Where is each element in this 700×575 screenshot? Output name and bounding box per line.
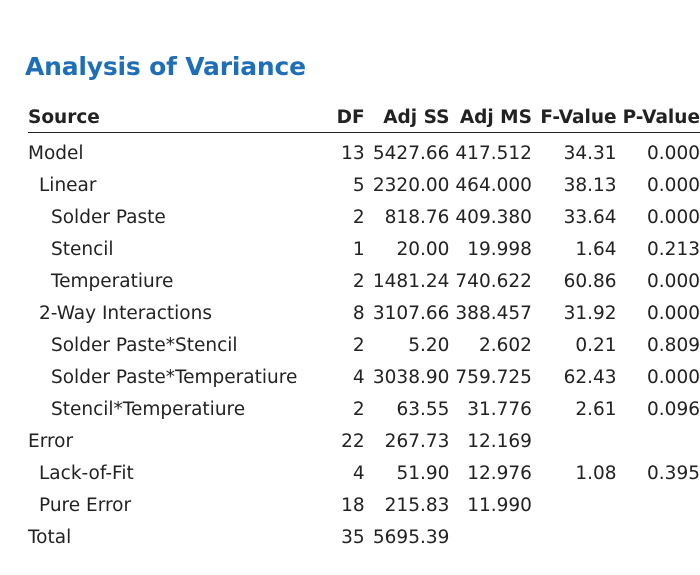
cell-p-value: 0.000 (647, 366, 700, 388)
cell-adj-ss: 20.00 (396, 238, 450, 260)
cell-f-value: 34.31 (563, 142, 617, 164)
cell-f-value: 33.64 (563, 206, 617, 228)
cell-p-value: 0.809 (647, 334, 700, 356)
cell-adj-ms: 759.725 (455, 366, 532, 388)
cell-source: Stencil*Temperatiure (51, 398, 246, 420)
cell-adj-ms: 464.000 (455, 174, 532, 196)
table-row (28, 361, 700, 393)
cell-df: 8 (352, 302, 365, 324)
cell-adj-ss: 5.20 (408, 334, 450, 356)
cell-adj-ms: 11.990 (467, 494, 532, 516)
page-title: Analysis of Variance (25, 52, 306, 81)
cell-df: 1 (352, 238, 365, 260)
column-header-f-value: F-Value (538, 102, 623, 133)
anova-table (28, 102, 700, 553)
column-header-source: Source (28, 102, 318, 133)
column-header-adj-ss: Adj SS (371, 102, 456, 133)
cell-f-value: 38.13 (563, 174, 617, 196)
cell-f-value (538, 489, 623, 521)
cell-source: Stencil (51, 238, 114, 260)
cell-source: Solder Paste*Stencil (51, 334, 238, 356)
cell-df: 2 (352, 206, 365, 228)
cell-df: 4 (352, 462, 365, 484)
cell-f-value (538, 521, 623, 553)
cell-p-value: 0.000 (647, 206, 700, 228)
cell-f-value: 1.64 (575, 238, 617, 260)
table-row (28, 521, 700, 553)
cell-f-value: 62.43 (563, 366, 617, 388)
cell-p-value: 0.000 (647, 270, 700, 292)
cell-source: Total (28, 526, 72, 548)
table-row (28, 457, 700, 489)
cell-f-value: 60.86 (563, 270, 617, 292)
cell-source: Pure Error (39, 494, 132, 516)
cell-adj-ms: 409.380 (455, 206, 532, 228)
column-header-df: DF (318, 102, 371, 133)
table-row (28, 169, 700, 201)
table-row (28, 297, 700, 329)
cell-p-value: 0.000 (647, 174, 700, 196)
cell-df: 35 (341, 526, 365, 548)
cell-adj-ms: 19.998 (467, 238, 532, 260)
cell-p-value: 0.000 (647, 142, 700, 164)
table-row (28, 201, 700, 233)
column-header-p-value: P-Value (623, 102, 700, 133)
column-header-adj-ms: Adj MS (455, 102, 538, 133)
cell-f-value: 1.08 (575, 462, 617, 484)
cell-source: Solder Paste*Temperatiure (51, 366, 298, 388)
cell-adj-ss: 5427.66 (372, 142, 450, 164)
cell-p-value (623, 521, 700, 553)
table-row (28, 425, 700, 457)
cell-adj-ss: 215.83 (384, 494, 450, 516)
cell-source: Linear (39, 174, 97, 196)
cell-df: 5 (352, 174, 365, 196)
table-row (28, 329, 700, 361)
cell-adj-ss: 1481.24 (372, 270, 450, 292)
cell-p-value: 0.213 (647, 238, 700, 260)
table-row (28, 393, 700, 425)
cell-df: 4 (352, 366, 365, 388)
cell-df: 22 (341, 430, 365, 452)
cell-adj-ss: 818.76 (384, 206, 450, 228)
cell-source: Error (28, 430, 74, 452)
cell-adj-ss: 3038.90 (372, 366, 450, 388)
cell-source: Solder Paste (51, 206, 166, 228)
cell-adj-ms: 417.512 (455, 142, 532, 164)
cell-f-value: 0.21 (575, 334, 617, 356)
cell-adj-ms: 12.976 (467, 462, 532, 484)
cell-adj-ss: 2320.00 (372, 174, 450, 196)
cell-adj-ss: 63.55 (396, 398, 450, 420)
cell-adj-ms (455, 521, 538, 553)
cell-adj-ms: 388.457 (455, 302, 532, 324)
cell-f-value (538, 425, 623, 457)
cell-adj-ss: 51.90 (396, 462, 450, 484)
cell-p-value (623, 425, 700, 457)
table-header-row (28, 102, 700, 133)
cell-p-value: 0.395 (647, 462, 700, 484)
table-row (28, 133, 700, 170)
cell-df: 18 (341, 494, 365, 516)
cell-adj-ss: 5695.39 (372, 526, 450, 548)
cell-df: 2 (352, 334, 365, 356)
cell-df: 2 (352, 270, 365, 292)
cell-df: 13 (341, 142, 365, 164)
cell-f-value: 2.61 (575, 398, 617, 420)
cell-source: Temperatiure (51, 270, 174, 292)
table-row (28, 233, 700, 265)
cell-p-value: 0.096 (647, 398, 700, 420)
cell-source: 2-Way Interactions (39, 302, 212, 324)
cell-adj-ms: 12.169 (467, 430, 532, 452)
cell-df: 2 (352, 398, 365, 420)
cell-source: Model (28, 142, 84, 164)
table-row (28, 489, 700, 521)
cell-source: Lack-of-Fit (39, 462, 134, 484)
cell-adj-ms: 31.776 (467, 398, 532, 420)
cell-f-value: 31.92 (563, 302, 617, 324)
cell-adj-ms: 2.602 (478, 334, 532, 356)
cell-p-value: 0.000 (647, 302, 700, 324)
cell-adj-ss: 3107.66 (372, 302, 450, 324)
cell-adj-ms: 740.622 (455, 270, 532, 292)
table-row (28, 265, 700, 297)
cell-adj-ss: 267.73 (384, 430, 450, 452)
cell-p-value (623, 489, 700, 521)
